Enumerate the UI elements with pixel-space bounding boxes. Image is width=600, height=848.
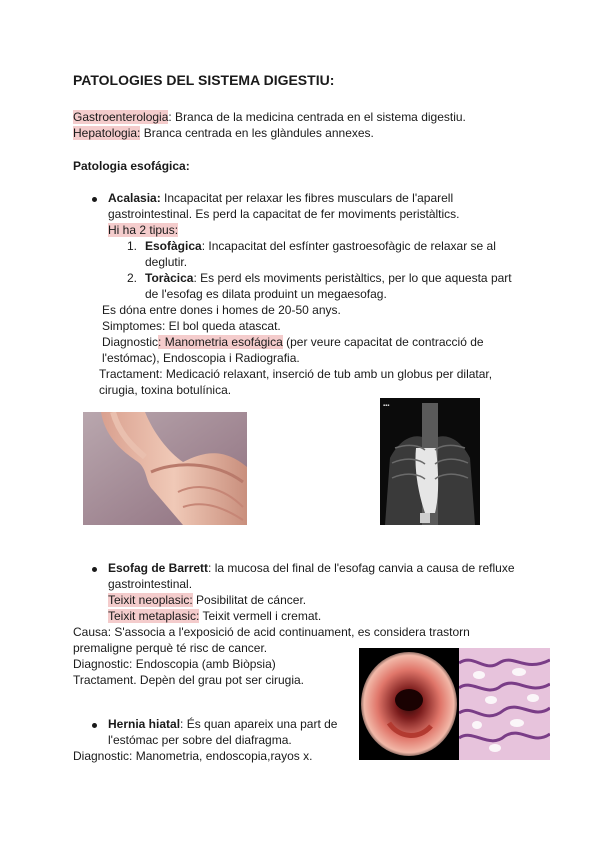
acalasia-line1: Acalasia: Incapacitat per relaxar les fibres musculars de l'aparell bbox=[108, 191, 454, 205]
acalasia-treatment-line2: cirugia, toxina botulínica. bbox=[99, 383, 232, 397]
acalasia-diagnostic-line2: l'estómac), Endoscopia i Radiografia. bbox=[102, 351, 300, 365]
bullet-icon bbox=[92, 723, 97, 728]
bullet-icon bbox=[92, 197, 97, 202]
type-esofagica: Esofàgica: Incapacitat del esfínter gastroesofàgic de relaxar se al bbox=[145, 239, 496, 253]
endoscopy-image bbox=[359, 648, 459, 760]
term-highlight: Hepatologia: bbox=[73, 126, 141, 140]
barrett-cause: Causa: S'associa a l'exposició de acid continuament, es considera trastorn bbox=[73, 625, 470, 639]
acalasia-types-label: Hi ha 2 tipus: bbox=[108, 223, 179, 237]
term-highlight: Gastroenterologia bbox=[73, 110, 169, 124]
barrett-line1: Esofag de Barrett: la mucosa del final de l'esofag canvia a causa de refluxe bbox=[108, 561, 515, 575]
barrett-line2: gastrointestinal. bbox=[108, 577, 193, 591]
acalasia-treatment: Tractament: Medicació relaxant, inserció de tub amb un globus per dilatar, bbox=[99, 367, 493, 381]
bullet-icon bbox=[92, 567, 97, 572]
hernia-diagnostic: Diagnostic: Manometria, endoscopia,rayos x. bbox=[73, 749, 313, 763]
hernia-line2: l'estómac per sobre del diafragma. bbox=[108, 733, 292, 747]
barrett-treatment: Tractament. Depèn del grau pot ser cirugia. bbox=[73, 673, 305, 687]
type-toracica: Toràcica: Es perd els moviments peristàltics, per lo que aquesta part bbox=[145, 271, 512, 285]
xray-image bbox=[380, 398, 480, 525]
histology-image bbox=[459, 648, 550, 760]
acalasia-diagnostic: Diagnostic: Manometria esofágica (per veure capacitat de contracció de bbox=[102, 335, 484, 349]
section-title: Patologia esofágica: bbox=[73, 159, 190, 173]
xray-tag: ▪▪▪ bbox=[383, 403, 390, 409]
type-toracica-line2: de l'esofag es dilata produint un megaesofag. bbox=[145, 287, 387, 301]
type-number: 1. bbox=[127, 239, 138, 253]
barrett-neoplasic: Teixit neoplasic: Posibilitat de cáncer. bbox=[108, 593, 307, 607]
definition-hepatologia: Hepatologia: Branca centrada en les glàndules annexes. bbox=[73, 126, 374, 140]
type-number: 2. bbox=[127, 271, 138, 285]
type-esofagica-line2: deglutir. bbox=[145, 255, 188, 269]
barrett-diagnostic: Diagnostic: Endoscopia (amb Biòpsia) bbox=[73, 657, 276, 671]
barrett-cause-line2: premaligne perquè té risc de cancer. bbox=[73, 641, 268, 655]
definition-gastroenterologia: Gastroenterologia: Branca de la medicina centrada en el sistema digestiu. bbox=[73, 110, 466, 124]
page-title: PATOLOGIES DEL SISTEMA DIGESTIU: bbox=[73, 72, 335, 88]
acalasia-line2: gastrointestinal. Es perd la capacitat de fer moviments peristàltics. bbox=[108, 207, 460, 221]
acalasia-symptoms: Simptomes: El bol queda atascat. bbox=[102, 319, 281, 333]
acalasia-epidemiology: Es dóna entre dones i homes de 20-50 anys. bbox=[102, 303, 341, 317]
barrett-metaplasic: Teixit metaplasic: Teixit vermell i cremat. bbox=[108, 609, 322, 623]
acalasia-illustration-image bbox=[83, 412, 247, 525]
hernia-line1: Hernia hiatal: És quan apareix una part de bbox=[108, 717, 338, 731]
